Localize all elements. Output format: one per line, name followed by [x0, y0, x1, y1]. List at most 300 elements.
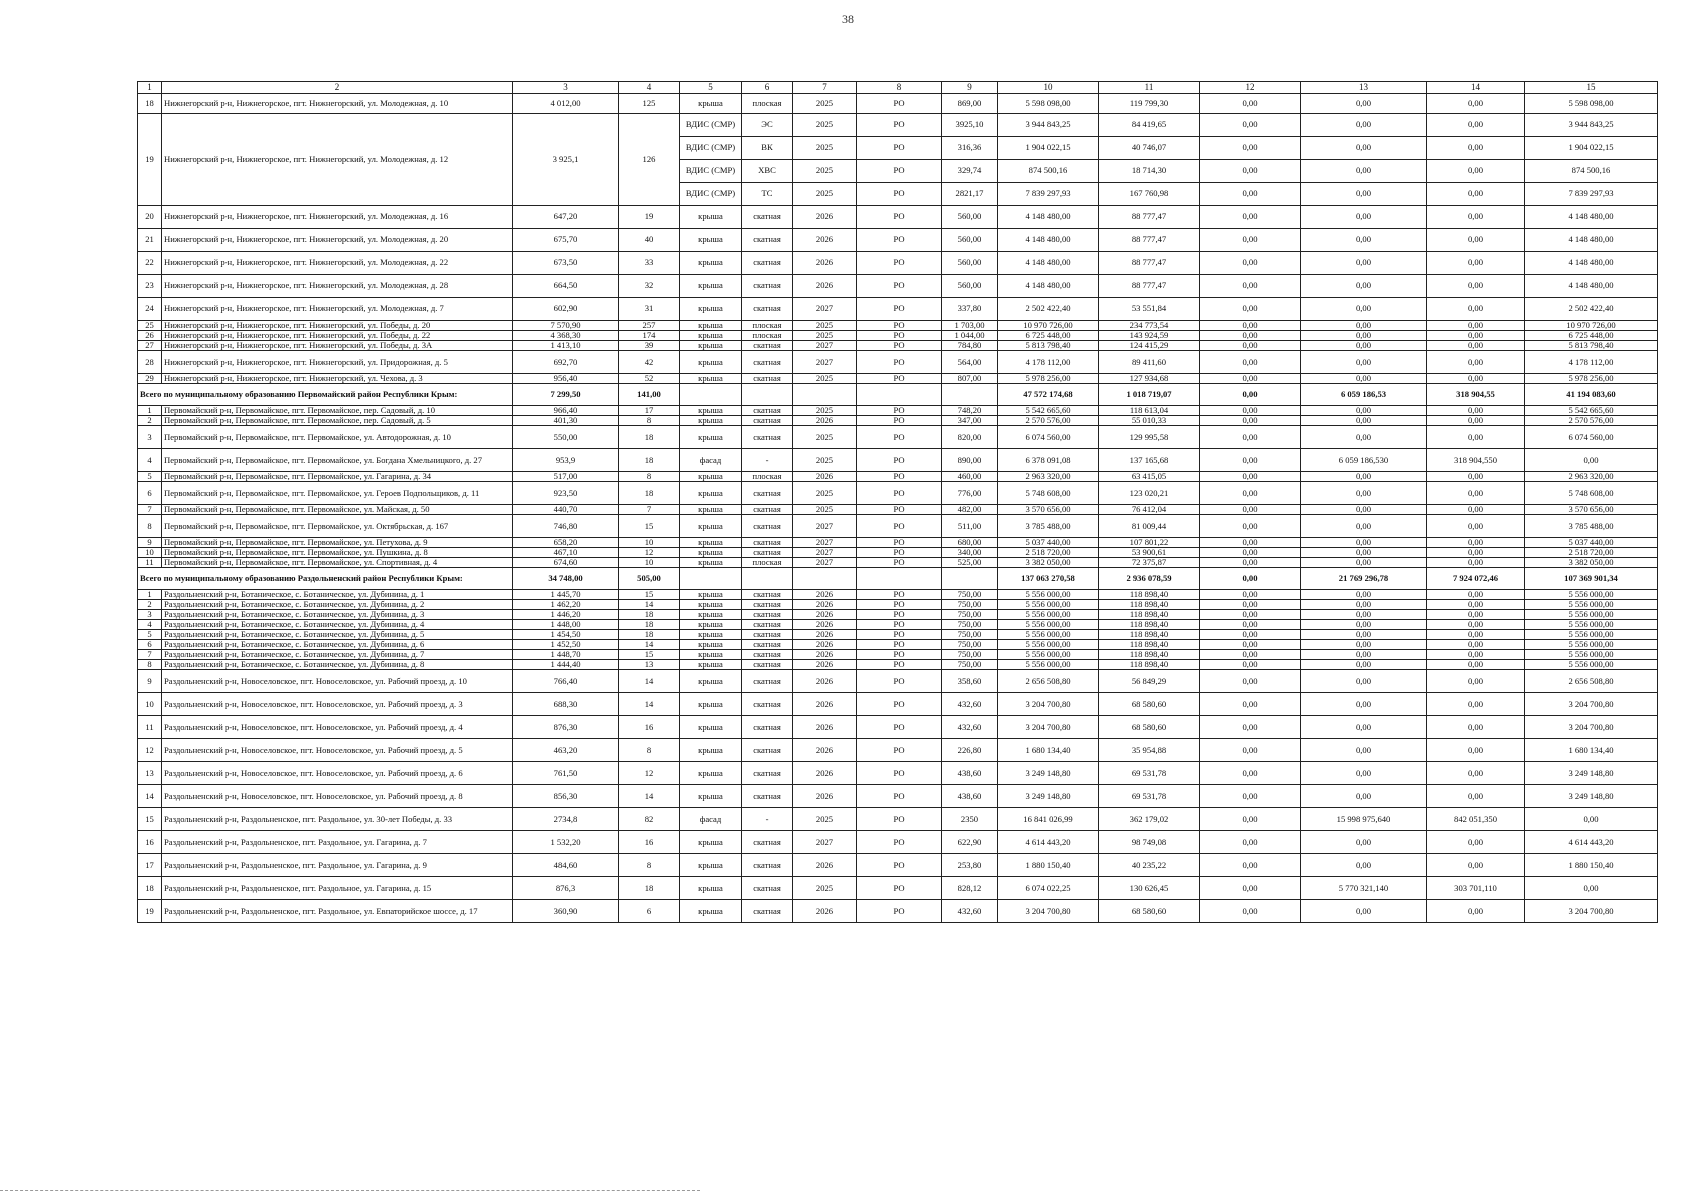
table-cell: 750,00: [942, 620, 998, 630]
table-cell: 5 556 000,00: [998, 620, 1099, 630]
table-cell: 17: [138, 854, 162, 877]
table-cell: 0,00: [1525, 449, 1658, 472]
table-cell: 4 178 112,00: [998, 351, 1099, 374]
table-cell: 0,00: [1301, 137, 1427, 160]
table-cell: 2 570 576,00: [998, 416, 1099, 426]
table-cell: 890,00: [942, 449, 998, 472]
table-cell: крыша: [680, 739, 742, 762]
table-cell: 3 382 050,00: [1525, 558, 1658, 568]
table-cell: 692,70: [513, 351, 619, 374]
address-cell: Нижнегорский р-н, Нижнегорское, пгт. Нижнегорский, ул. Молодежная, д. 16: [162, 206, 513, 229]
table-cell: 1 680 134,40: [1525, 739, 1658, 762]
table-cell: 12: [619, 762, 680, 785]
table-cell: 20: [138, 206, 162, 229]
table-cell: 2 656 508,80: [998, 670, 1099, 693]
column-header: 13: [1301, 82, 1427, 94]
table-cell: крыша: [680, 94, 742, 114]
table-cell: 3 249 148,80: [1525, 785, 1658, 808]
table-cell: крыша: [680, 482, 742, 505]
table-cell: 4 148 480,00: [998, 252, 1099, 275]
table-cell: 4 148 480,00: [1525, 229, 1658, 252]
table-cell: скатная: [742, 660, 793, 670]
table-cell: 0,00: [1200, 558, 1301, 568]
table-row: [138, 298, 1658, 321]
table-cell: 16: [138, 831, 162, 854]
table-cell: РО: [857, 854, 942, 877]
table-cell: 761,50: [513, 762, 619, 785]
table-cell: 5 748 608,00: [998, 482, 1099, 505]
table-cell: 68 580,60: [1099, 693, 1200, 716]
table-cell: 5 556 000,00: [1525, 590, 1658, 600]
table-cell: скатная: [742, 900, 793, 923]
table-cell: 2025: [793, 160, 857, 183]
table-cell: 10: [619, 558, 680, 568]
table-row: [138, 831, 1658, 854]
table-cell: 7: [619, 505, 680, 515]
table-cell: плоская: [742, 558, 793, 568]
column-header: 5: [680, 82, 742, 94]
table-cell: [942, 384, 998, 406]
table-cell: 0,00: [1200, 610, 1301, 620]
table-cell: 11: [138, 716, 162, 739]
table-cell: РО: [857, 610, 942, 620]
table-cell: скатная: [742, 482, 793, 505]
table-cell: крыша: [680, 785, 742, 808]
table-cell: 0,00: [1301, 650, 1427, 660]
table-cell: 1 413,10: [513, 341, 619, 351]
table-cell: 3 570 656,00: [998, 505, 1099, 515]
table-cell: 2026: [793, 630, 857, 640]
table-cell: 2027: [793, 351, 857, 374]
address-cell: Нижнегорский р-н, Нижнегорское, пгт. Нижнегорский, ул. Молодежная, д. 7: [162, 298, 513, 321]
table-cell: 0,00: [1200, 229, 1301, 252]
table-cell: 14: [619, 785, 680, 808]
table-cell: скатная: [742, 206, 793, 229]
table-cell: 0,00: [1427, 785, 1525, 808]
table-cell: 956,40: [513, 374, 619, 384]
table-cell: 5 556 000,00: [998, 600, 1099, 610]
table-cell: фасад: [680, 449, 742, 472]
table-cell: 13: [619, 660, 680, 670]
table-cell: 0,00: [1427, 351, 1525, 374]
table-cell: 31: [619, 298, 680, 321]
table-cell: РО: [857, 331, 942, 341]
table-cell: 460,00: [942, 472, 998, 482]
table-cell: 118 613,04: [1099, 406, 1200, 416]
table-cell: 6 059 186,53: [1301, 384, 1427, 406]
table-cell: 0,00: [1301, 472, 1427, 482]
table-cell: 2027: [793, 298, 857, 321]
table-cell: 0,00: [1525, 808, 1658, 831]
table-cell: 28: [138, 351, 162, 374]
table-cell: 98 749,08: [1099, 831, 1200, 854]
table-cell: скатная: [742, 548, 793, 558]
table-cell: 0,00: [1301, 183, 1427, 206]
table-cell: 82: [619, 808, 680, 831]
table-cell: 432,60: [942, 716, 998, 739]
table-cell: 432,60: [942, 900, 998, 923]
table-cell: 10: [619, 538, 680, 548]
table-cell: 88 777,47: [1099, 229, 1200, 252]
table-cell: 550,00: [513, 426, 619, 449]
table-cell: 0,00: [1427, 854, 1525, 877]
table-cell: 0,00: [1200, 693, 1301, 716]
table-cell: [857, 568, 942, 590]
table-cell: 869,00: [942, 94, 998, 114]
table-cell: 2026: [793, 620, 857, 630]
table-cell: 0,00: [1301, 640, 1427, 650]
table-cell: скатная: [742, 670, 793, 693]
table-cell: 0,00: [1200, 515, 1301, 538]
address-cell: Первомайский р-н, Первомайское, пгт. Первомайское, ул. Гагарина, д. 34: [162, 472, 513, 482]
table-cell: 0,00: [1427, 505, 1525, 515]
table-cell: -: [742, 449, 793, 472]
table-cell: 234 773,54: [1099, 321, 1200, 331]
table-cell: РО: [857, 515, 942, 538]
table-cell: 76 412,04: [1099, 505, 1200, 515]
table-cell: 0,00: [1427, 600, 1525, 610]
table-cell: 440,70: [513, 505, 619, 515]
table-cell: 2027: [793, 341, 857, 351]
table-cell: 0,00: [1301, 114, 1427, 137]
table-cell: 2027: [793, 538, 857, 548]
table-cell: 0,00: [1200, 785, 1301, 808]
table-cell: 1 444,40: [513, 660, 619, 670]
table-row: [138, 877, 1658, 900]
table-cell: 0,00: [1427, 610, 1525, 620]
table-cell: крыша: [680, 716, 742, 739]
table-cell: 0,00: [1427, 406, 1525, 416]
table-cell: РО: [857, 831, 942, 854]
table-cell: скатная: [742, 515, 793, 538]
table-cell: 47 572 174,68: [998, 384, 1099, 406]
table-cell: 2026: [793, 650, 857, 660]
address-cell: Нижнегорский р-н, Нижнегорское, пгт. Нижнегорский, ул. Победы, д. 22: [162, 331, 513, 341]
table-cell: 438,60: [942, 762, 998, 785]
table-cell: 19: [138, 900, 162, 923]
table-cell: 0,00: [1200, 630, 1301, 640]
table-cell: 0,00: [1427, 94, 1525, 114]
table-cell: 0,00: [1427, 298, 1525, 321]
table-cell: 750,00: [942, 660, 998, 670]
table-cell: 2026: [793, 600, 857, 610]
table-cell: 820,00: [942, 426, 998, 449]
table-cell: 107 369 901,34: [1525, 568, 1658, 590]
column-header: 1: [138, 82, 162, 94]
table-cell: крыша: [680, 341, 742, 351]
table-cell: 22: [138, 252, 162, 275]
table-cell: плоская: [742, 94, 793, 114]
table-body: [138, 94, 1658, 923]
table-cell: 5 978 256,00: [998, 374, 1099, 384]
table-cell: скатная: [742, 406, 793, 416]
address-cell: Раздольненский р-н, Новоселовское, пгт. Новоселовское, ул. Рабочий проезд, д. 6: [162, 762, 513, 785]
table-cell: 0,00: [1200, 538, 1301, 548]
table-cell: 1: [138, 590, 162, 600]
table-cell: РО: [857, 321, 942, 331]
table-cell: 9: [138, 670, 162, 693]
table-cell: 41 194 083,60: [1525, 384, 1658, 406]
table-cell: 8: [619, 739, 680, 762]
table-cell: 3: [138, 610, 162, 620]
column-header: 14: [1427, 82, 1525, 94]
address-cell: Раздольненский р-н, Ботаническое, с. Ботаническое, ул. Дубинина, д. 5: [162, 630, 513, 640]
table-cell: 0,00: [1200, 854, 1301, 877]
table-cell: 876,3: [513, 877, 619, 900]
table-cell: 362 179,02: [1099, 808, 1200, 831]
table-cell: 2 502 422,40: [1525, 298, 1658, 321]
table-cell: крыша: [680, 275, 742, 298]
column-header: 15: [1525, 82, 1658, 94]
table-cell: 5: [138, 630, 162, 640]
table-cell: 2025: [793, 449, 857, 472]
table-cell: 7 299,50: [513, 384, 619, 406]
table-cell: 226,80: [942, 739, 998, 762]
address-cell: Раздольненский р-н, Ботаническое, с. Ботаническое, ул. Дубинина, д. 6: [162, 640, 513, 650]
table-cell: 7: [138, 505, 162, 515]
table-cell: 2025: [793, 114, 857, 137]
table-cell: ВДИС (СМР): [680, 183, 742, 206]
table-cell: 688,30: [513, 693, 619, 716]
table-cell: 0,00: [1200, 670, 1301, 693]
table-cell: 750,00: [942, 590, 998, 600]
table-cell: скатная: [742, 298, 793, 321]
table-cell: фасад: [680, 808, 742, 831]
table-cell: крыша: [680, 206, 742, 229]
table-row: [138, 762, 1658, 785]
table-cell: 0,00: [1301, 275, 1427, 298]
table-cell: 9: [138, 538, 162, 548]
address-cell: Раздольненский р-н, Новоселовское, пгт. Новоселовское, ул. Рабочий проезд, д. 3: [162, 693, 513, 716]
table-cell: 0,00: [1427, 341, 1525, 351]
column-header: 3: [513, 82, 619, 94]
table-cell: крыша: [680, 670, 742, 693]
table-cell: 5 556 000,00: [998, 590, 1099, 600]
table-cell: 0,00: [1301, 630, 1427, 640]
table-cell: 8: [138, 660, 162, 670]
table-cell: РО: [857, 620, 942, 630]
address-cell: Раздольненский р-н, Раздольненское, пгт. Раздольное, ул. Евпаторийское шоссе, д. 17: [162, 900, 513, 923]
table-cell: 5 556 000,00: [1525, 630, 1658, 640]
table-cell: ВК: [742, 137, 793, 160]
table-cell: 0,00: [1427, 331, 1525, 341]
table-cell: 69 531,78: [1099, 785, 1200, 808]
table-cell: 0,00: [1200, 183, 1301, 206]
table-cell: 69 531,78: [1099, 762, 1200, 785]
table-cell: 2026: [793, 275, 857, 298]
table-cell: 0,00: [1301, 94, 1427, 114]
table-cell: 680,00: [942, 538, 998, 548]
table-cell: 88 777,47: [1099, 275, 1200, 298]
table-cell: 0,00: [1301, 762, 1427, 785]
table-cell: 5 556 000,00: [1525, 600, 1658, 610]
table-cell: [742, 384, 793, 406]
table-row: [138, 206, 1658, 229]
table-cell: 33: [619, 252, 680, 275]
table-cell: 10 970 726,00: [1525, 321, 1658, 331]
table-cell: 21: [138, 229, 162, 252]
table-cell: 118 898,40: [1099, 600, 1200, 610]
table-row: [138, 275, 1658, 298]
table-cell: 2: [138, 416, 162, 426]
table-cell: 5 542 665,60: [998, 406, 1099, 416]
table-cell: 4 148 480,00: [998, 275, 1099, 298]
table-cell: 118 898,40: [1099, 660, 1200, 670]
table-cell: [742, 568, 793, 590]
table-cell: 0,00: [1200, 505, 1301, 515]
table-cell: крыша: [680, 374, 742, 384]
table-row: [138, 416, 1658, 426]
table-cell: РО: [857, 229, 942, 252]
table-cell: 4 012,00: [513, 94, 619, 114]
table-cell: 0,00: [1301, 331, 1427, 341]
table-cell: 0,00: [1200, 762, 1301, 785]
table-cell: 2025: [793, 505, 857, 515]
table-cell: 63 415,05: [1099, 472, 1200, 482]
table-cell: 0,00: [1200, 716, 1301, 739]
capital-repair-table: [137, 81, 1658, 923]
table-cell: 0,00: [1301, 558, 1427, 568]
table-cell: крыша: [680, 515, 742, 538]
table-cell: 560,00: [942, 206, 998, 229]
table-cell: 874 500,16: [998, 160, 1099, 183]
address-cell: Первомайский р-н, Первомайское, пгт. Первомайское, ул. Богдана Хмельницкого, д. 27: [162, 449, 513, 472]
table-cell: 16: [619, 831, 680, 854]
table-cell: РО: [857, 252, 942, 275]
table-cell: крыша: [680, 416, 742, 426]
table-row: [138, 482, 1658, 505]
table-cell: 3 944 843,25: [998, 114, 1099, 137]
table-cell: 6 074 022,25: [998, 877, 1099, 900]
table-row: [138, 505, 1658, 515]
table-cell: 6 074 560,00: [1525, 426, 1658, 449]
table-cell: 0,00: [1200, 600, 1301, 610]
table-cell: 2 502 422,40: [998, 298, 1099, 321]
table-cell: 2025: [793, 94, 857, 114]
table-cell: скатная: [742, 374, 793, 384]
table-cell: РО: [857, 538, 942, 548]
table-cell: 0,00: [1301, 426, 1427, 449]
table-cell: 0,00: [1200, 406, 1301, 416]
table-cell: ВДИС (СМР): [680, 160, 742, 183]
table-cell: 18: [619, 449, 680, 472]
table-cell: 5 556 000,00: [998, 610, 1099, 620]
table-cell: 72 375,87: [1099, 558, 1200, 568]
table-cell: 8: [138, 515, 162, 538]
table-row: [138, 610, 1658, 620]
table-cell: 673,50: [513, 252, 619, 275]
address-cell: Нижнегорский р-н, Нижнегорское, пгт. Нижнегорский, ул. Придорожная, д. 5: [162, 351, 513, 374]
address-cell: Раздольненский р-н, Ботаническое, с. Ботаническое, ул. Дубинина, д. 2: [162, 600, 513, 610]
table-cell: 316,36: [942, 137, 998, 160]
table-cell: 18: [619, 630, 680, 640]
address-cell: Первомайский р-н, Первомайское, пгт. Первомайское, ул. Петухова, д. 9: [162, 538, 513, 548]
table-cell: крыша: [680, 321, 742, 331]
table-cell: 6 378 091,08: [998, 449, 1099, 472]
table-cell: 0,00: [1427, 693, 1525, 716]
table-cell: 0,00: [1427, 160, 1525, 183]
table-cell: скатная: [742, 785, 793, 808]
table-cell: 1 445,70: [513, 590, 619, 600]
table-cell: 18: [619, 620, 680, 630]
table-cell: 3 204 700,80: [998, 900, 1099, 923]
table-cell: 750,00: [942, 610, 998, 620]
column-header: 2: [162, 82, 513, 94]
table-cell: 0,00: [1301, 505, 1427, 515]
table-cell: 347,00: [942, 416, 998, 426]
table-cell: РО: [857, 416, 942, 426]
table-cell: ЭС: [742, 114, 793, 137]
table-cell: 3 382 050,00: [998, 558, 1099, 568]
table-cell: 15: [619, 515, 680, 538]
table-cell: 2026: [793, 716, 857, 739]
table-row: [138, 515, 1658, 538]
table-cell: 118 898,40: [1099, 630, 1200, 640]
table-cell: скатная: [742, 877, 793, 900]
table-cell: 8: [619, 472, 680, 482]
table-cell: 3 204 700,80: [1525, 693, 1658, 716]
table-row: [138, 114, 1658, 137]
table-cell: 3 570 656,00: [1525, 505, 1658, 515]
table-cell: 5 556 000,00: [1525, 640, 1658, 650]
table-cell: крыша: [680, 351, 742, 374]
table-cell: 2026: [793, 739, 857, 762]
table-cell: 750,00: [942, 640, 998, 650]
table-cell: 107 801,22: [1099, 538, 1200, 548]
table-cell: крыша: [680, 877, 742, 900]
table-cell: 1 446,20: [513, 610, 619, 620]
table-cell: 3: [138, 426, 162, 449]
table-cell: 748,20: [942, 406, 998, 416]
table-cell: 0,00: [1200, 548, 1301, 558]
table-cell: 2350: [942, 808, 998, 831]
table-cell: РО: [857, 640, 942, 650]
table-row: [138, 548, 1658, 558]
table-cell: РО: [857, 693, 942, 716]
table-cell: 0,00: [1301, 229, 1427, 252]
table-cell: 0,00: [1200, 351, 1301, 374]
table-cell: [680, 384, 742, 406]
table-cell: 0,00: [1301, 620, 1427, 630]
table-cell: 130 626,45: [1099, 877, 1200, 900]
table-cell: 12: [619, 548, 680, 558]
table-cell: 1 452,50: [513, 640, 619, 650]
table-cell: 118 898,40: [1099, 650, 1200, 660]
table-cell: 55 010,33: [1099, 416, 1200, 426]
address-cell: Раздольненский р-н, Раздольненское, пгт. Раздольное, ул. Гагарина, д. 9: [162, 854, 513, 877]
table-cell: 13: [138, 762, 162, 785]
table-cell: 484,60: [513, 854, 619, 877]
address-cell: Раздольненский р-н, Ботаническое, с. Ботаническое, ул. Дубинина, д. 7: [162, 650, 513, 660]
table-cell: 40 235,22: [1099, 854, 1200, 877]
table-cell: 5 556 000,00: [998, 640, 1099, 650]
table-cell: [793, 384, 857, 406]
table-cell: 3 204 700,80: [998, 693, 1099, 716]
table-cell: 19: [138, 114, 162, 206]
table-cell: РО: [857, 670, 942, 693]
table-cell: 6 074 560,00: [998, 426, 1099, 449]
table-cell: 24: [138, 298, 162, 321]
table-cell: 511,00: [942, 515, 998, 538]
table-cell: 5 598 098,00: [998, 94, 1099, 114]
table-cell: 4 148 480,00: [998, 229, 1099, 252]
table-cell: скатная: [742, 416, 793, 426]
table-cell: 6: [138, 482, 162, 505]
table-row: [138, 472, 1658, 482]
table-cell: РО: [857, 137, 942, 160]
table-cell: 0,00: [1301, 160, 1427, 183]
table-cell: [793, 568, 857, 590]
